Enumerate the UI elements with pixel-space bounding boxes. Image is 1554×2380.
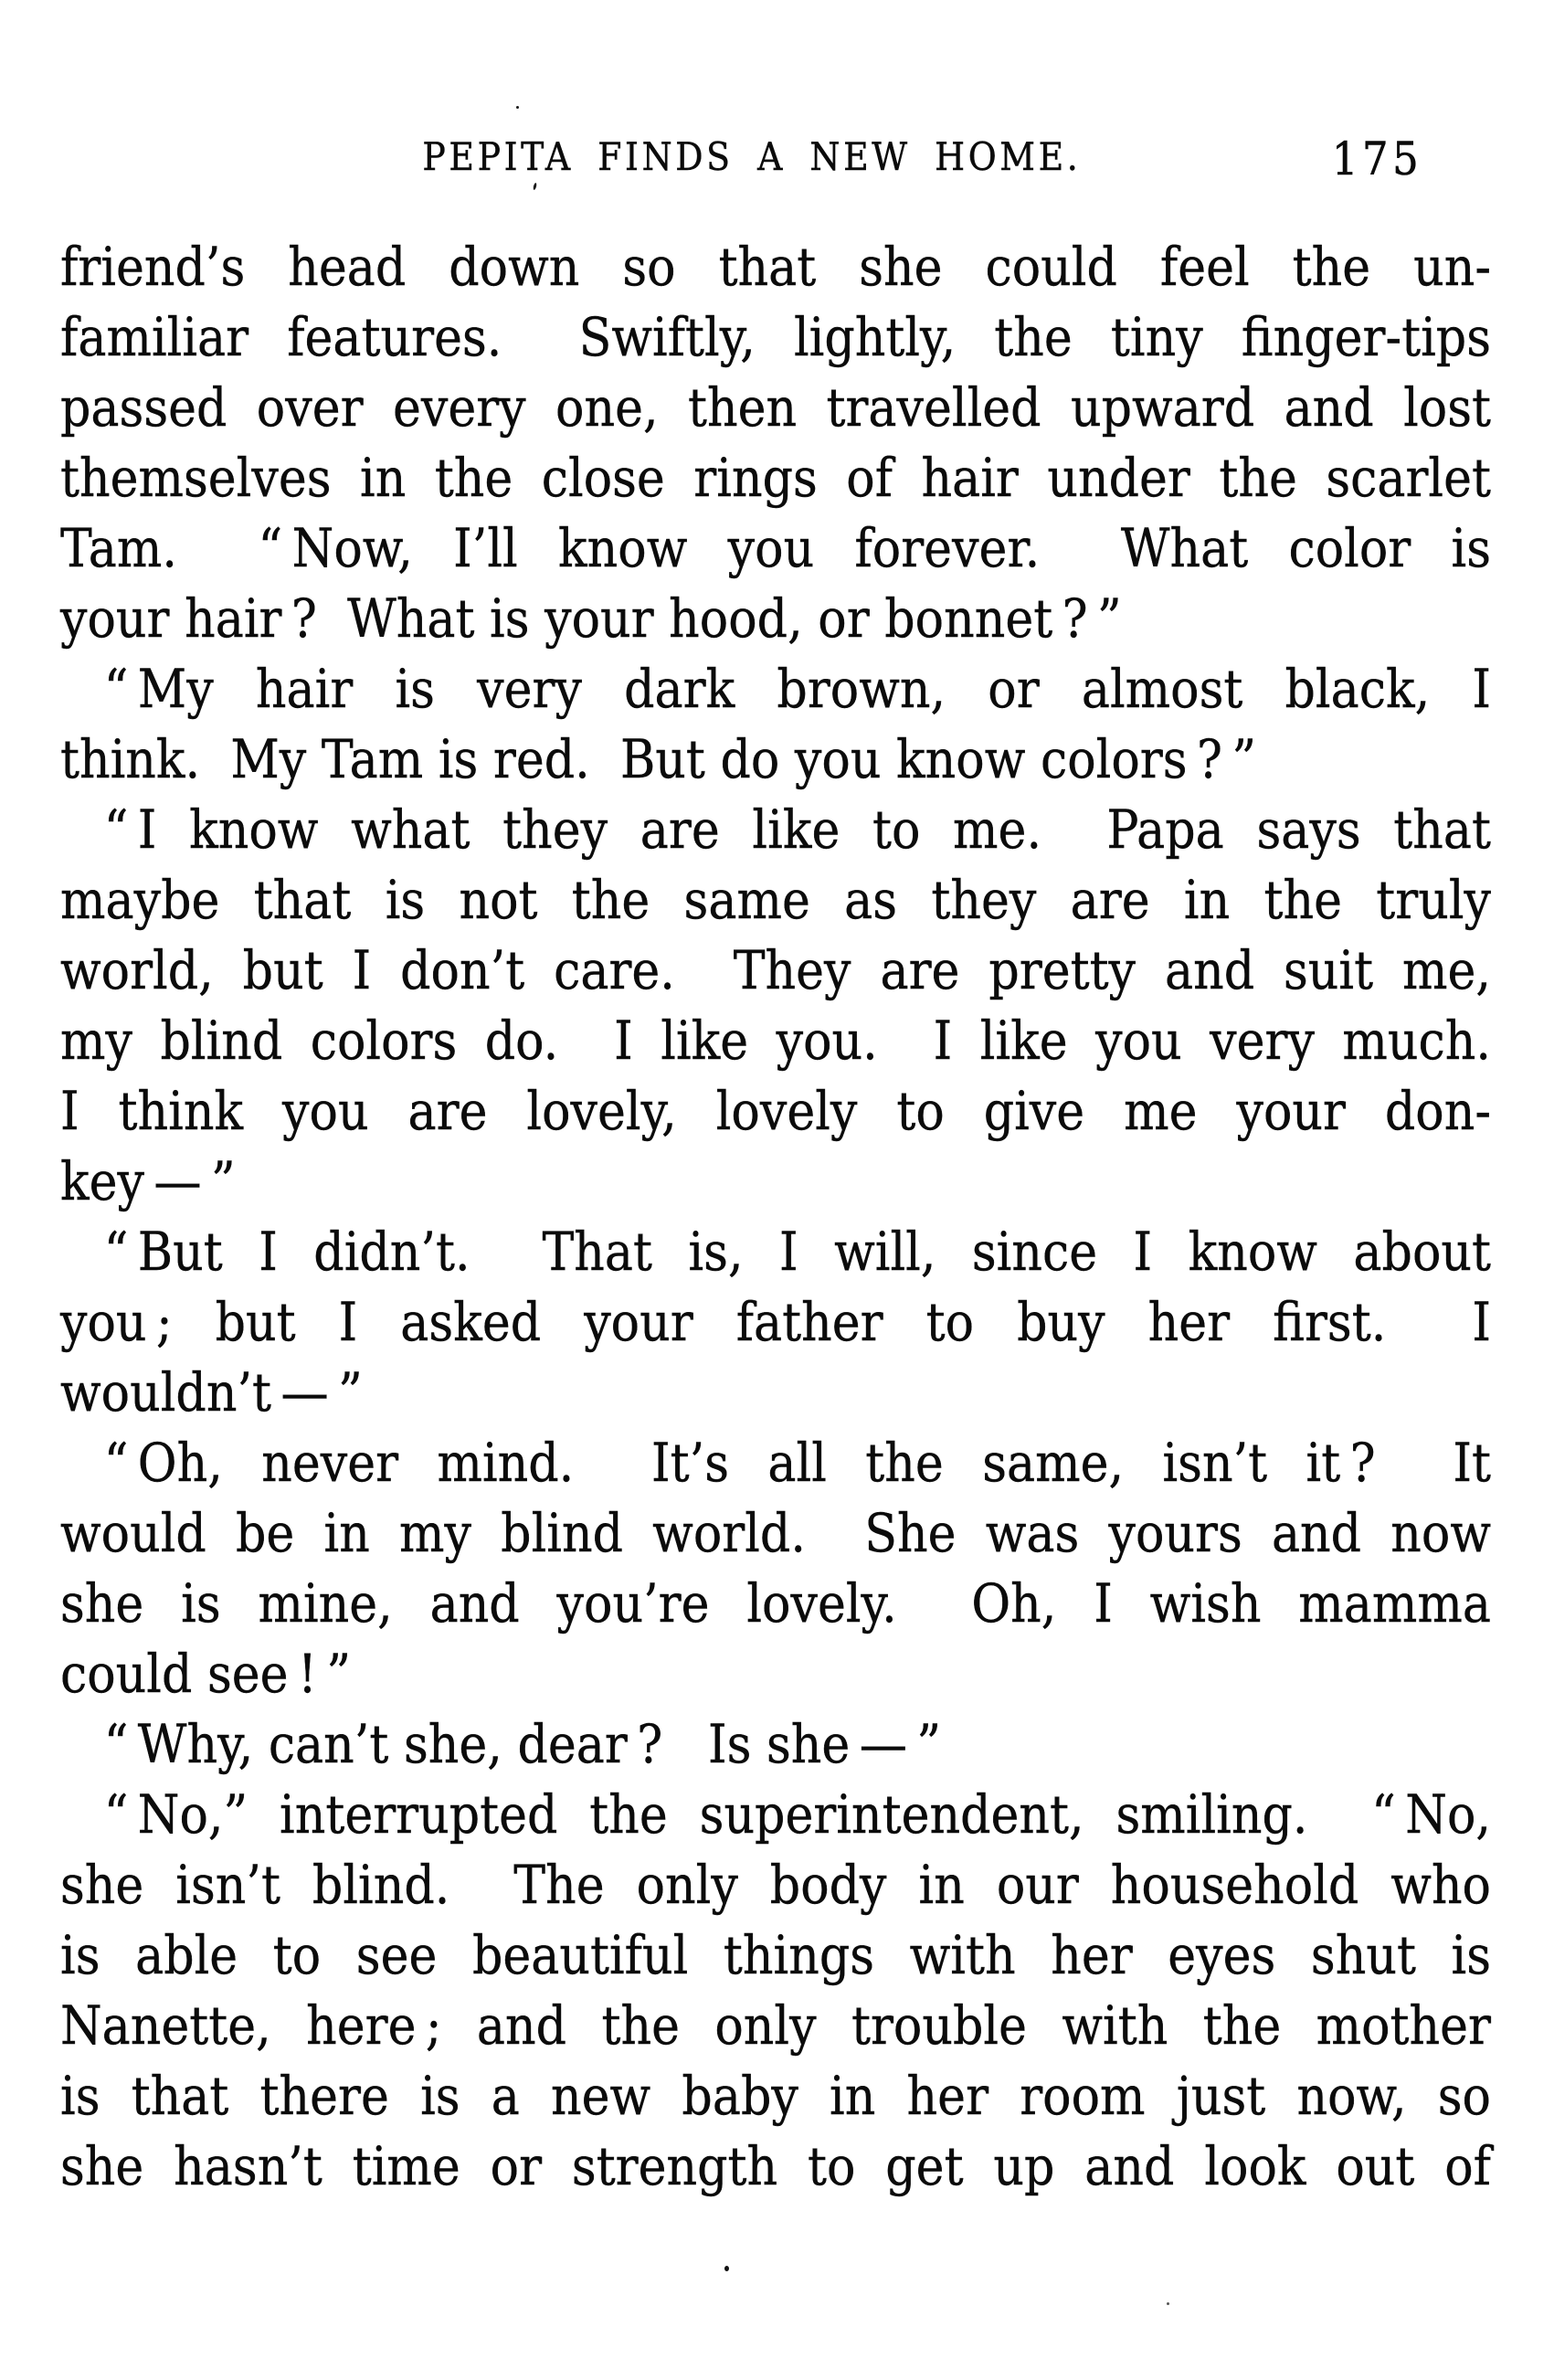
text-line: familiar features. Swiftly, lightly, the tiny finger-tips: [60, 306, 1491, 368]
running-header: [60, 128, 1491, 192]
text-line: themselves in the close rings of hair under the scarlet: [60, 447, 1491, 509]
text-line: friend’s head down so that she could feel the un-: [60, 236, 1491, 298]
text-line: “ My hair is very dark brown, or almost black, I: [103, 658, 1492, 720]
page-number: 175: [1331, 132, 1423, 185]
text-line: you ; but I asked your father to buy her first. I: [60, 1291, 1491, 1353]
text-line: “ Why, can’t she, dear ? Is she — ”: [103, 1713, 942, 1775]
text-line: my blind colors do. I like you. I like you very much.: [60, 1010, 1491, 1072]
scan-speck: [1167, 2302, 1169, 2305]
body-text-block: [60, 232, 1491, 2202]
text-line: would be in my blind world. She was yours and now: [60, 1502, 1491, 1564]
text-line: she is mine, and you’re lovely. Oh, I wish mamma: [60, 1572, 1491, 1634]
text-line: passed over every one, then travelled upward and lost: [60, 376, 1491, 439]
text-line: key — ”: [60, 1150, 236, 1212]
text-line: your hair ? What is your hood, or bonnet ? ”: [60, 587, 1122, 650]
text-line: “ No,” interrupted the superintendent, smiling. “ No,: [103, 1783, 1492, 1846]
text-line: Tam. “ Now, I’ll know you forever. What color is: [60, 517, 1491, 579]
text-line: “ But I didn’t. That is, I will, since I know about: [103, 1221, 1492, 1283]
text-line: “ I know what they are like to me. Papa says that: [103, 799, 1492, 861]
text-line: she isn’t blind. The only body in our household who: [60, 1854, 1491, 1916]
text-line: Nanette, here ; and the only trouble with the mother: [60, 1994, 1491, 2057]
text-line: is able to see beautiful things with her eyes shut is: [60, 1924, 1491, 1986]
text-line: I think you are lovely, lovely to give me your don-: [60, 1080, 1491, 1142]
text-line: “ Oh, never mind. It’s all the same, isn’t it ? It: [103, 1432, 1492, 1494]
text-line: maybe that is not the same as they are in the truly: [60, 869, 1491, 931]
page-header-title: PEPITA FINDS A NEW HOME.: [422, 134, 1082, 179]
scan-speck: [516, 106, 519, 109]
text-line: is that there is a new baby in her room just now, so: [60, 2065, 1491, 2127]
text-line: she hasn’t time or strength to get up and look out of: [60, 2135, 1491, 2197]
scan-speck: [724, 2266, 729, 2271]
text-line: world, but I don’t care. They are pretty and suit me,: [60, 939, 1491, 1001]
text-line: could see ! ”: [60, 1643, 352, 1705]
type-area: [60, 0, 1491, 2380]
text-line: wouldn’t — ”: [60, 1361, 363, 1423]
text-line: think. My Tam is red. But do you know colors ? ”: [60, 728, 1257, 790]
